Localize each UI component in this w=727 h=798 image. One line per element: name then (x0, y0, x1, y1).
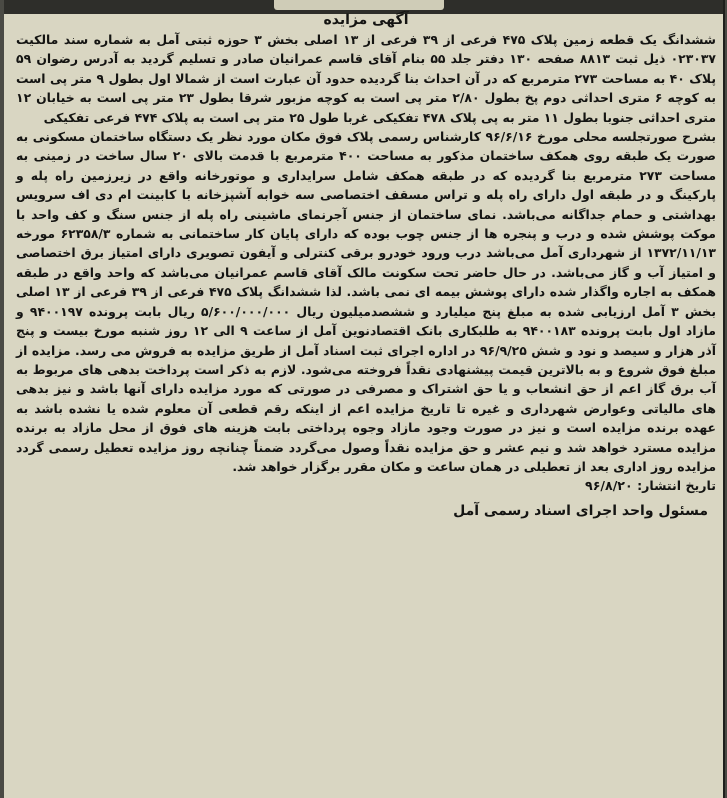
auction-details-paragraph: بشرح صورتجلسه محلی مورخ ۹۶/۶/۱۶ کارشناس رسمی پلاک فوق مکان مورد نظر یک دستگاه ساختمان مسکونی به صورت یک طبقه روی همکف ساختمان مذکور به مساحت ۴۰۰ مترمربع با قدمت بالای ۲۰ سال ساخت در زمینی به مساحت ۲۷۳ مترمربع بنا گردیده که در طبقه همکف شامل سرایداری و موتورخانه واقع در زیرزمین راه پله و پارکینگ و در طبقه اول دارای راه پله و تراس مسقف اختصاصی سه خوابه آشپزخانه با کابینت ام دی اف سرویس بهداشتی و حمام جداگانه می‌باشد. نمای ساختمان از جنس آجرنمای ماشینی راه پله از جنس سنگ و کف واحد با موکت پوشش شده و درب و پنجره ها از جنس چوب بوده که دارای پایان کار ساختمانی به شماره ۶۲۳۵۸/۳ مورخه ۱۳۷۲/۱۱/۱۳ از شهرداری آمل می‌باشد درب ورود خودرو برقی کنترلی و آیفون تصویری دارای امتیاز برق اختصاصی و امتیاز آب و گاز می‌باشد. در حال حاضر تحت سکونت مالک آقای قاسم عمرانیان می‌باشد که واحد واقع در طبقه همکف به اجاره واگذار شده دارای پوشش بیمه ای نمی باشد. لذا ششدانگ پلاک ۴۷۵ فرعی از ۳۹ فرعی از ۱۳ اصلی بخش ۳ آمل ارزیابی شده به مبلغ پنج میلیارد و ششصدمیلیون ریال ۵/۶۰۰/۰۰۰/۰۰۰ ریال بابت پرونده ۹۴۰۰۱۹۷ و مازاد اول بابت پرونده ۹۴۰۰۱۸۳ به طلبکاری بانک اقتصادنوین آمل از ساعت ۹ الی ۱۲ روز شنبه مورخ بیست و پنج آذر هزار و سیصد و نود و شش ۹۶/۹/۲۵ در اداره اجرای ثبت اسناد آمل از طریق مزایده به فروش می رسد. مزایده از مبلغ فوق شروع و به بالاترین قیمت پیشنهادی نقداً فروخته می‌شود. لازم به ذکر است پرداخت بدهی های مربوط به آب برق گاز اعم از حق انشعاب و یا حق اشتراک و مصرفی در صورتی که مورد مزایده دارای آنها باشد و نیز بدهی های مالیاتی وعوارض شهرداری و غیره تا تاریخ مزایده اعم از اینکه رقم قطعی آن معلوم شده یا نشده باشد به عهده برنده مزایده است و نیز در صورت وجود مازاد وجوه پرداختی بابت هزینه های فوق از محل مازاد به برنده مزایده مسترد خواهد شد و نیم عشر و حق مزایده نقداً وصول می‌گردد ضمناً چنانچه روز مزایده تعطیل رسمی گردد مزایده روز اداری بعد از تعطیلی در همان ساعت و مکان مقرر برگزار خواهد شد. (16, 129, 717, 474)
page-border-right (723, 0, 725, 798)
top-band-notch (274, 0, 444, 10)
publish-date: تاریخ انتشار: ۹۶/۸/۲۰ (585, 478, 716, 494)
issuer-signature: مسئول واحد اجرای اسناد رسمی آمل (453, 503, 708, 520)
auction-notice (16, 10, 716, 522)
notice-title: آگهی مزایده (323, 12, 409, 28)
property-description-paragraph: ششدانگ یک قطعه زمین پلاک ۴۷۵ فرعی از ۳۹ فرعی از ۱۳ اصلی بخش ۳ حوزه ثبتی آمل به شماره سند مالکیت ۰۲۳۰۳۷ ذیل ثبت ۸۸۱۳ صفحه ۱۳۰ دفتر جلد ۵۵ بنام آقای قاسم عمرانیان صادر و تسلیم گردید به آدرس رضوان ۵۹ پلاک ۴۰ به مساحت ۲۷۳ مترمربع که در آن احداث بنا گردیده حدود آن عبارت است از شمالا اول بطول ۹ متر پی است به کوچه ۶ متری احداثی دوم پخ بطول ۲/۸۰ متر پی است به کوچه مزبور شرقا بطول ۲۳ متر پی است به خیابان ۱۲ متری احداثی جنوبا بطول ۱۱ متر به پی پلاک ۴۷۸ تفکیکی غربا طول ۲۵ متر پی است به پلاک ۴۷۴ فرعی تفکیکی (16, 32, 716, 125)
newspaper-clipping (4, 0, 723, 798)
